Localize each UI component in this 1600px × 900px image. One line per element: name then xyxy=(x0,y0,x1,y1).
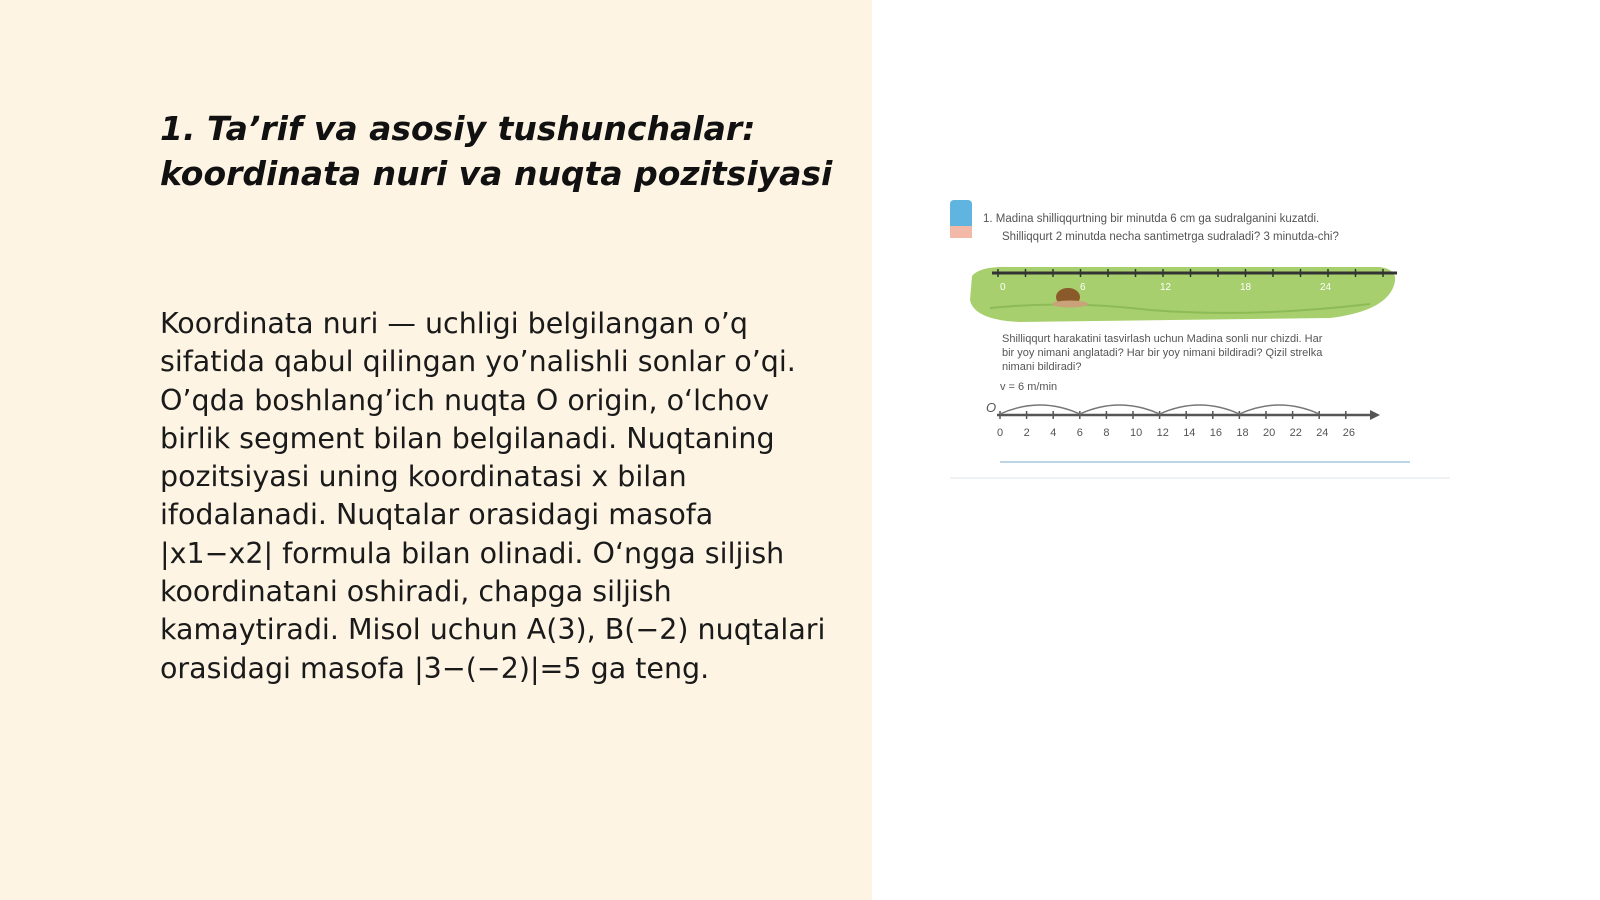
number-line-label: 18 xyxy=(1236,427,1249,439)
jump-arc xyxy=(1080,405,1160,414)
number-line-label: 6 xyxy=(1076,427,1083,439)
slide-body-text: Koordinata nuri — uchligi belgilangan o’q sifatida qabul qilingan yo’nalishli sonlar o’qi. O’qda boshlang’ich nuqta O origin, o‘lchov birlik segment bilan belgilanadi. Nuqtaning pozitsiyasi uning koordinatasi x bilan ifodalanadi. Nuqtalar orasidagi masofa |x1−x2| formula bilan olinadi. O‘ngga siljish koordinatani oshiradi, chapga siljish kamaytiradi. Misol uchun A(3), B(−2) nuqtalari orasidagi masofa |3−(−2)|=5 ga teng. xyxy=(160,307,826,685)
number-line-label: 8 xyxy=(1103,427,1110,439)
number-line-label: 22 xyxy=(1289,427,1302,439)
slide-title: 1. Ta’rif va asosiy tushunchalar: koordinata nuri va nuqta pozitsiyasi xyxy=(160,109,833,193)
caption-line-3: nimani bildiradi? xyxy=(1002,361,1082,373)
ruler-label: 24 xyxy=(1320,282,1332,293)
number-line-label: 0 xyxy=(997,427,1004,439)
number-line-label: 14 xyxy=(1183,427,1196,439)
exercise-marker-shadow xyxy=(950,226,972,238)
problem-line-1: 1. Madina shilliqqurtning bir minutda 6 cm ga sudralganini kuzatdi. xyxy=(983,213,1320,225)
jump-arc xyxy=(1160,405,1240,414)
caption-line-1: Shilliqqurt harakatini tasvirlash uchun Madina sonli nur chizdi. Har xyxy=(1002,333,1323,345)
jump-arc xyxy=(1239,405,1319,414)
ruler-label: 12 xyxy=(1160,282,1172,293)
snail-body xyxy=(1052,301,1088,308)
number-line-illustration xyxy=(950,200,1450,480)
number-line-label: 20 xyxy=(1263,427,1276,439)
ruler-label: 18 xyxy=(1240,282,1252,293)
number-line-label: 10 xyxy=(1130,427,1143,439)
number-line-label: 26 xyxy=(1342,427,1356,439)
speed-label: v = 6 m/min xyxy=(1000,381,1058,393)
number-line-labels xyxy=(997,427,1355,439)
number-line-label: 16 xyxy=(1209,427,1223,439)
number-line-arrow-icon xyxy=(1370,410,1380,420)
textbook-figure xyxy=(950,200,1450,480)
number-line-label: 24 xyxy=(1316,427,1329,439)
grass-strip xyxy=(970,267,1395,322)
number-line-label: 2 xyxy=(1023,427,1030,439)
ruler-label: 6 xyxy=(1080,282,1086,293)
problem-line-2: Shilliqqurt 2 minutda necha santimetrga sudraladi? 3 minutda-chi? xyxy=(1002,231,1339,243)
caption-line-2: bir yoy nimani anglatadi? Har bir yoy nimani bildiradi? Qizil strelka xyxy=(1002,347,1323,359)
number-line-label: 12 xyxy=(1156,427,1169,439)
number-line-label: 4 xyxy=(1050,427,1057,439)
ruler-label: 0 xyxy=(1000,282,1006,293)
origin-label: O xyxy=(986,400,997,415)
jump-arc xyxy=(1000,405,1080,414)
